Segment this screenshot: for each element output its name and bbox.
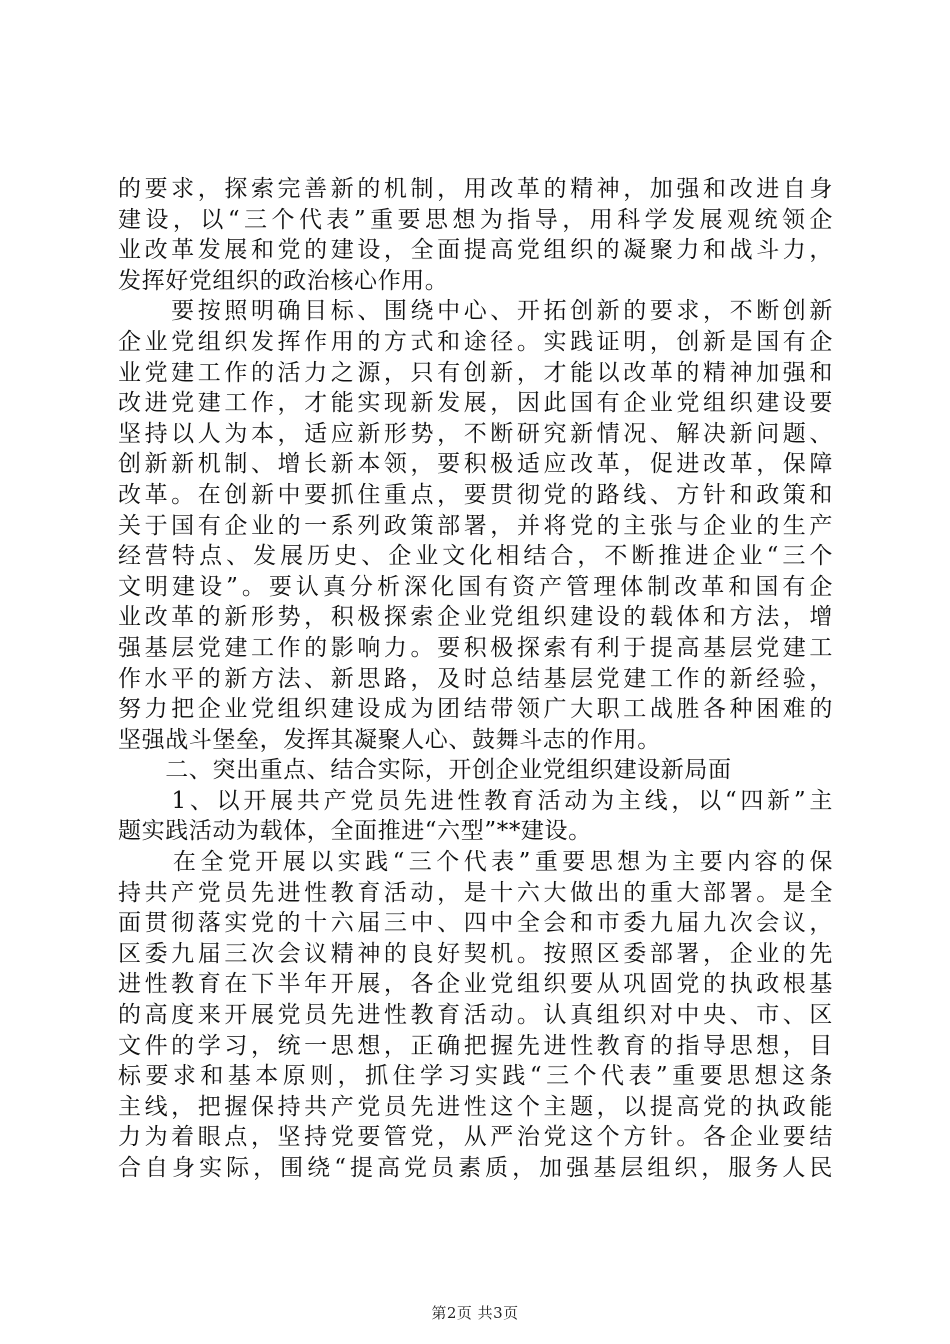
text-line: 关于国有企业的一系列政策部署，并将党的主张与企业的生产 bbox=[118, 512, 833, 539]
page-number-label: 第2页 共3页 bbox=[431, 1304, 519, 1322]
text-line: 主线，把握保持共产党员先进性这个主题，以提高党的执政能 bbox=[118, 1093, 833, 1120]
text-line: 改进党建工作，才能实现新发展，因此国有企业党组织建设要 bbox=[118, 390, 833, 417]
text-line: 标要求和基本原则，抓住学习实践“三个代表”重要思想这条 bbox=[118, 1063, 833, 1090]
text-line: 1、以开展共产党员先进性教育活动为主线，以“四新”主 bbox=[118, 787, 833, 814]
text-line: 面贯彻落实党的十六届三中、四中全会和市委九届九次会议， bbox=[118, 910, 833, 937]
text-line: 在全党开展以实践“三个代表”重要思想为主要内容的保 bbox=[118, 849, 833, 876]
text-line: 坚持以人为本，适应新形势，不断研究新情况、解决新问题、 bbox=[118, 420, 833, 447]
text-line: 作水平的新方法、新思路，及时总结基层党建工作的新经验， bbox=[118, 665, 833, 692]
text-line: 强基层党建工作的影响力。要积极探索有利于提高基层党建工 bbox=[118, 634, 833, 661]
text-line: 进性教育在下半年开展，各企业党组织要从巩固党的执政根基 bbox=[118, 971, 833, 998]
text-line: 业改革发展和党的建设，全面提高党组织的凝聚力和战斗力， bbox=[118, 237, 833, 264]
text-line: 改革。在创新中要抓住重点，要贯彻党的路线、方针和政策和 bbox=[118, 481, 833, 508]
text-line: 业改革的新形势，积极探索企业党组织建设的载体和方法，增 bbox=[118, 604, 833, 631]
text-line: 坚强战斗堡垒，发挥其凝聚人心、鼓舞斗志的作用。 bbox=[118, 726, 661, 753]
text-line: 发挥好党组织的政治核心作用。 bbox=[118, 267, 449, 294]
text-line: 经营特点、发展历史、企业文化相结合，不断推进企业“三个 bbox=[118, 543, 833, 570]
text-line: 二、突出重点、结合实际，开创企业党组织建设新局面 bbox=[118, 757, 732, 784]
text-line: 业党建工作的活力之源，只有创新，才能以改革的精神加强和 bbox=[118, 359, 833, 386]
page-footer bbox=[0, 1303, 950, 1323]
text-line: 建设，以“三个代表”重要思想为指导，用科学发展观统领企 bbox=[118, 206, 833, 233]
text-line: 持共产党员先进性教育活动，是十六大做出的重大部署。是全 bbox=[118, 879, 833, 906]
text-line: 努力把企业党组织建设成为团结带领广大职工战胜各种困难的 bbox=[118, 696, 833, 723]
text-line: 力为着眼点，坚持党要管党，从严治党这个方针。各企业要结 bbox=[118, 1124, 833, 1151]
text-line: 区委九届三次会议精神的良好契机。按照区委部署，企业的先 bbox=[118, 940, 833, 967]
text-line: 文件的学习，统一思想，正确把握先进性教育的指导思想，目 bbox=[118, 1032, 833, 1059]
document-body bbox=[118, 174, 833, 1184]
text-line: 的高度来开展党员先进性教育活动。认真组织对中央、市、区 bbox=[118, 1002, 833, 1029]
text-line: 创新新机制、增长新本领，要积极适应改革，促进改革，保障 bbox=[118, 451, 833, 478]
text-line: 题实践活动为载体，全面推进“六型”**建设。 bbox=[118, 818, 592, 845]
text-line: 合自身实际，围绕“提高党员素质，加强基层组织，服务人民 bbox=[118, 1155, 833, 1181]
text-line: 企业党组织发挥作用的方式和途径。实践证明，创新是国有企 bbox=[118, 328, 833, 355]
text-line: 的要求，探索完善新的机制，用改革的精神，加强和改进自身 bbox=[118, 176, 833, 202]
text-line: 文明建设”。要认真分析深化国有资产管理体制改革和国有企 bbox=[118, 573, 833, 600]
text-line: 要按照明确目标、围绕中心、开拓创新的要求，不断创新 bbox=[118, 298, 833, 325]
